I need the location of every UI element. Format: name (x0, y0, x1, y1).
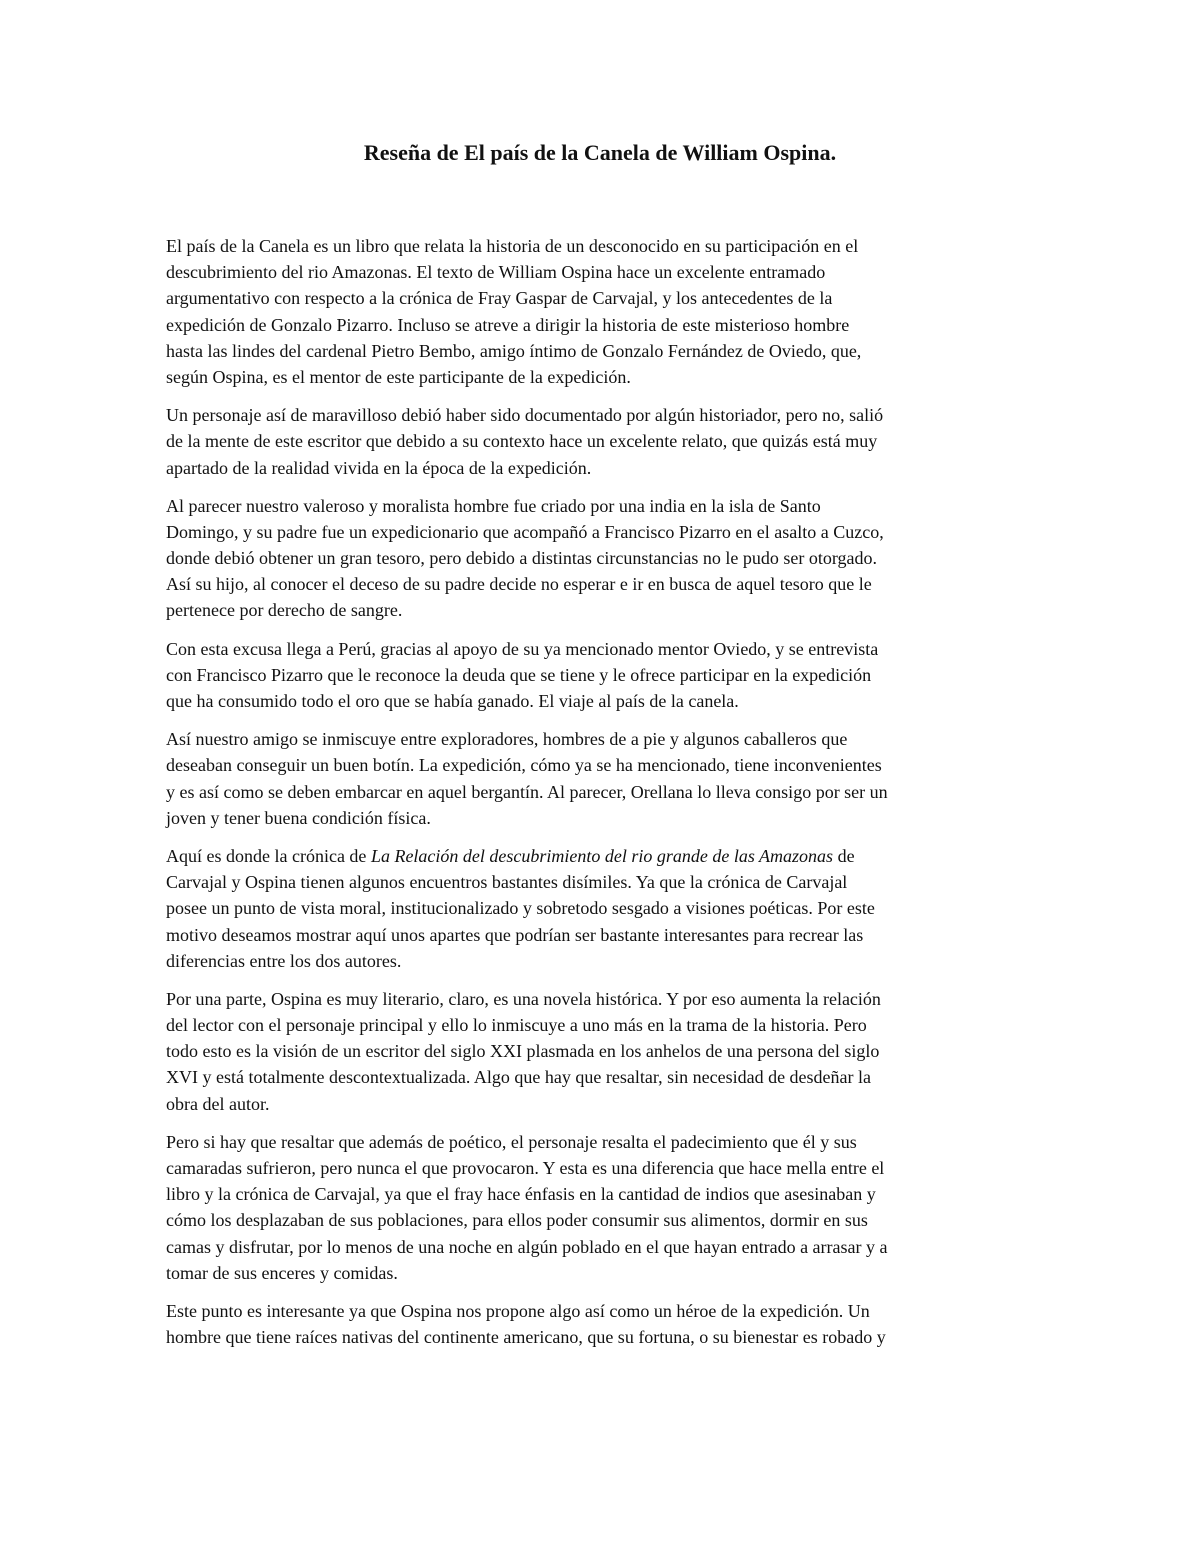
text-line: Pero si hay que resaltar que además de poético, el personaje resalta el padecimiento que él y sus (166, 1131, 857, 1152)
text-line: obra del autor. (166, 1093, 270, 1114)
paragraph (166, 1298, 1046, 1350)
text-line: expedición de Gonzalo Pizarro. Incluso se atreve a dirigir la historia de este misterioso hombre (166, 314, 850, 335)
paragraph (166, 233, 1046, 390)
text-line: hombre que tiene raíces nativas del continente americano, que su fortuna, o su bienestar es robado y (166, 1327, 886, 1348)
text-line: todo esto es la visión de un escritor del siglo XXI plasmada en los anhelos de una persona del siglo (166, 1041, 880, 1062)
paragraph (166, 493, 1046, 624)
text-line: descubrimiento del rio Amazonas. El texto de William Ospina hace un excelente entramado (166, 262, 826, 283)
text-line: y es así como se deben embarcar en aquel bergantín. Al parecer, Orellana lo lleva consigo por ser un (166, 781, 888, 802)
text-line: pertenece por derecho de sangre. (166, 600, 403, 621)
text-line: hasta las lindes del cardenal Pietro Bembo, amigo íntimo de Gonzalo Fernández de Oviedo, que, (166, 340, 862, 361)
text-line: Este punto es interesante ya que Ospina nos propone algo así como un héroe de la expedición. Un (166, 1300, 870, 1321)
text-line: tomar de sus enceres y comidas. (166, 1262, 398, 1283)
paragraph (166, 726, 1046, 831)
text-segment: Aquí es donde la crónica de (166, 845, 371, 866)
text-line: donde debió obtener un gran tesoro, pero debido a distintas circunstancias no le pudo ser otorgado. (166, 548, 877, 569)
text-line: Así nuestro amigo se inmiscuye entre exploradores, hombres de a pie y algunos caballeros que (166, 729, 848, 750)
text-line: Un personaje así de maravilloso debió haber sido documentado por algún historiador, pero no, salió (166, 405, 884, 426)
text-line: Carvajal y Ospina tienen algunos encuentros bastantes disímiles. Ya que la crónica de Carvajal (166, 872, 848, 893)
book-title-italic: La Relación del descubrimiento del rio grande de las Amazonas (370, 845, 834, 866)
text-line: que ha consumido todo el oro que se había ganado. El viaje al país de la canela. (166, 691, 739, 711)
text-line: Así su hijo, al conocer el deceso de su padre decide no esperar e ir en busca de aquel tesoro que le (166, 574, 872, 595)
text-line: Con esta excusa llega a Perú, gracias al apoyo de su ya mencionado mentor Oviedo, y se entrevista (166, 638, 879, 659)
text-line: joven y tener buena condición física. (166, 807, 431, 828)
text-line: libro y la crónica de Carvajal, ya que el fray hace énfasis en la cantidad de indios que asesinaban y (166, 1184, 876, 1205)
document-title: Reseña de El país de la Canela de William Ospina. (363, 140, 837, 165)
paragraph (166, 986, 1046, 1117)
text-line: motivo deseamos mostrar aquí unos apartes que podrían ser bastante interesantes para recrear las (166, 924, 864, 945)
text-line: deseaban conseguir un buen botín. La expedición, cómo ya se ha mencionado, tiene inconvenientes (166, 755, 882, 776)
text-line: El país de la Canela es un libro que relata la historia de un desconocido en su participación en el (166, 236, 859, 256)
text-line: Por una parte, Ospina es muy literario, claro, es una novela histórica. Y por eso aumenta la relación (166, 988, 881, 1009)
paragraph (166, 402, 1046, 481)
text-line: camas y disfrutar, por lo menos de una noche en algún poblado en el que hayan entrado a arrasar y a (166, 1236, 888, 1257)
text-line: diferencias entre los dos autores. (166, 950, 402, 971)
text-line: de la mente de este escritor que debido a su contexto hace un excelente relato, que quizás está muy (166, 431, 878, 452)
paragraph (166, 636, 1046, 715)
text-line: XVI y está totalmente descontextualizada. Algo que hay que resaltar, sin necesidad de desdeñar la (166, 1067, 872, 1088)
text-line: según Ospina, es el mentor de este participante de la expedición. (166, 366, 631, 387)
paragraph (166, 1129, 1046, 1286)
text-line (166, 843, 1046, 869)
text-line: con Francisco Pizarro que le reconoce la deuda que se tiene y le ofrece participar en la expedición (166, 664, 872, 685)
text-line: Al parecer nuestro valeroso y moralista hombre fue criado por una india en la isla de Santo (166, 495, 821, 516)
text-segment: de (833, 845, 855, 866)
text-line: Domingo, y su padre fue un expedicionario que acompañó a Francisco Pizarro en el asalto a Cuzco, (166, 521, 884, 542)
text-line: cómo los desplazaban de sus poblaciones, para ellos poder consumir sus alimentos, dormir en sus (166, 1210, 868, 1231)
text-line: del lector con el personaje principal y ello lo inmiscuye a uno más en la trama de la historia. Pero (166, 1015, 867, 1036)
text-line: argumentativo con respecto a la crónica de Fray Gaspar de Carvajal, y los antecedentes de la (166, 288, 833, 309)
text-line: posee un punto de vista moral, institucionalizado y sobretodo sesgado a visiones poéticas. Por este (166, 898, 875, 919)
document-body (166, 233, 1046, 1362)
paragraph (166, 843, 1046, 974)
text-line: camaradas sufrieron, pero nunca el que provocaron. Y esta es una diferencia que hace mella entre el (166, 1158, 885, 1178)
text-line: apartado de la realidad vivida en la época de la expedición. (166, 457, 592, 478)
